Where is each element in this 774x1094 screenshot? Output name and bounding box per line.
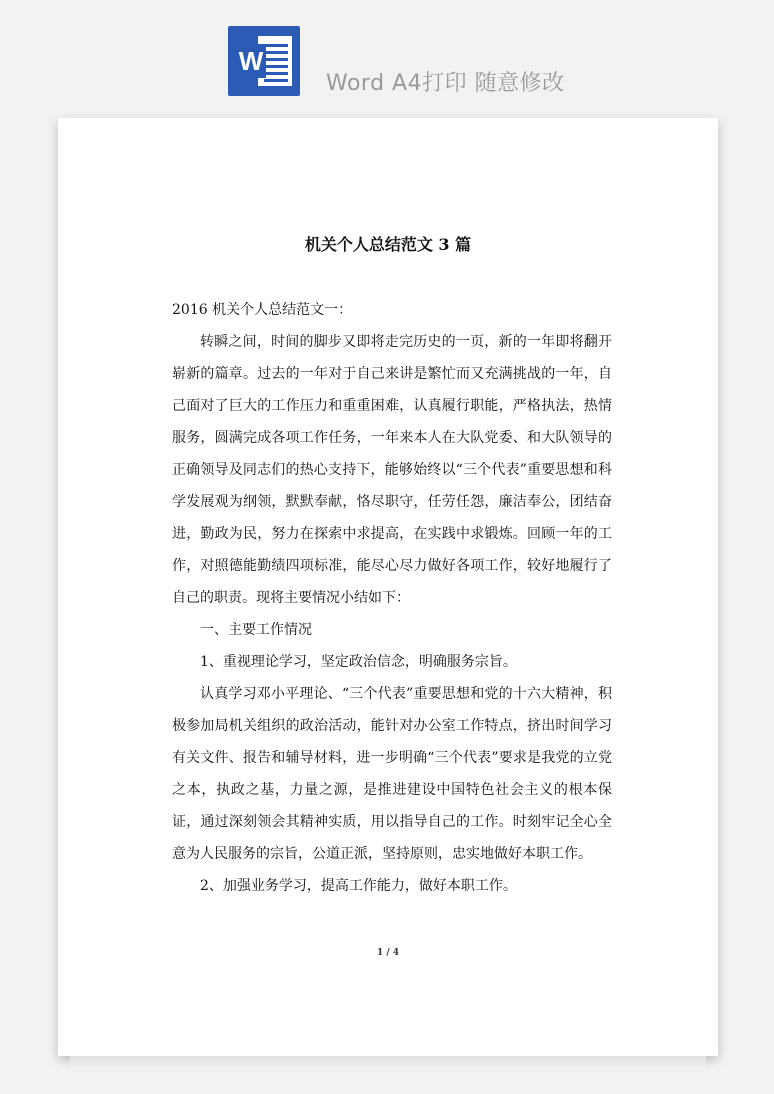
document-body — [172, 294, 612, 902]
top-banner — [0, 0, 774, 118]
paragraph: 认真学习邓小平理论、“三个代表”重要思想和党的十六大精神，积极参加局机关组织的政治活动，能针对办公室工作特点，挤出时间学习有关文件、报告和辅导材料，进一步明确“三个代表”要求是我党的立党之本，执政之基，力量之源，是推进建设中国特色社会主义的根本保证，通过深刻领会其精神实质，用以指导自己的工作。时刻牢记全心全意为人民服务的宗旨，公道正派，坚持原则，忠实地做好本职工作。 — [172, 686, 612, 862]
paragraph: 转瞬之间，时间的脚步又即将走完历史的一页，新的一年即将翻开崭新的篇章。过去的一年对于自己来讲是繁忙而又充满挑战的一年，自己面对了巨大的工作压力和重重困难，认真履行职能，严格执法，热情服务，圆满完成各项工作任务，一年来本人在大队党委、和大队领导的正确领导及同志们的热心支持下，能够始终以“三个代表”重要思想和科学发展观为纲领，默默奉献，恪尽职守，任劳任怨，廉洁奉公，团结奋进，勤政为民，努力在探索中求提高，在实践中求锻炼。回顾一年的工作，对照德能勤绩四项标准，能尽心尽力做好各项工作，较好地履行了自己的职责。现将主要情况小结如下： — [172, 334, 612, 606]
paragraph: 2016 机关个人总结范文一： — [172, 302, 353, 318]
watermark — [89, 374, 135, 423]
banner-text: Word A4打印 随意修改 — [326, 71, 565, 96]
paragraph: 一、主要工作情况 — [200, 622, 312, 638]
page-stack-shadow — [70, 1056, 706, 1070]
paragraph: 1、重视理论学习，坚定政治信念，明确服务宗旨。 — [200, 654, 517, 670]
word-doc-icon — [228, 26, 300, 96]
paragraph: 2、加强业务学习，提高工作能力，做好本职工作。 — [200, 878, 517, 894]
document-title: 机关个人总结范文 3 篇 — [304, 235, 472, 254]
logo-letter: W — [236, 44, 266, 78]
page-number: 1 / 4 — [376, 948, 400, 958]
document-page — [58, 118, 718, 1056]
